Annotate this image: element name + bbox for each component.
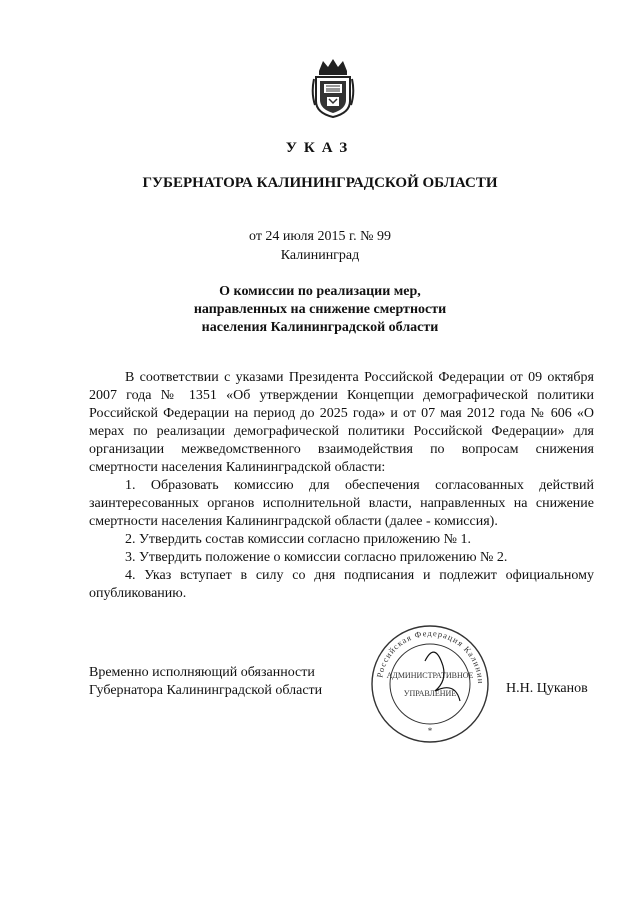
position-line: Временно исполняющий обязанности [89,665,315,680]
date-and-number: от 24 июля 2015 г. № 99 [249,229,391,244]
signatory-name: Н.Н. Цуканов [506,681,588,696]
document-title: УКАЗ [285,140,355,156]
preamble-paragraph: В соответствии с указами Президента Российской Федерации от 09 октября 2007 года № 1351 «Об утверждении Концепции демографической политики Российской Федерации на период до 2025 года» и от 07 мая 2012 года № 606 «О мерах по реализации демографической политики Российской Федерации» для организации межведомственного взаимодействия по вопросам снижения смертности населения Калининградской области: [89,370,594,475]
coat-of-arms-emblem [311,57,355,124]
city: Калининград [280,248,360,263]
position-line: Губернатора Калининградской области [89,683,323,698]
decree-body [89,369,594,603]
heading-line: населения Калининградской области [201,320,439,335]
stamp-center-line: УПРАВЛЕНИЕ [403,689,457,698]
heading-line: направленных на снижение смертности [193,302,447,317]
decree-item: 3. Утвердить положение о комиссии согласно приложению № 2. [125,550,508,565]
stamp-center-line: АДМИНИСТРАТИВНОЕ [386,671,474,680]
stamp-star-icon: * [427,726,433,736]
heading-line: О комиссии по реализации мер, [219,284,421,299]
decree-item: 1. Образовать комиссию для обеспечения согласованных действий заинтересованных органов исполнительной власти, направленных на снижение смертности населения Калининградской области (далее - комиссия). [89,478,594,529]
decree-item: 2. Утвердить состав комиссии согласно приложению № 1. [125,532,471,547]
official-stamp [365,621,495,752]
decree-heading [0,283,640,337]
stamp-ring-text: Российская Федерация Калинин [374,627,487,685]
kaliningrad-coat-of-arms-icon [311,57,355,119]
decree-item: 4. Указ вступает в силу со дня подписания и подлежит официальному опубликованию. [89,568,594,601]
document-subtitle: ГУБЕРНАТОРА КАЛИНИНГРАДСКОЙ ОБЛАСТИ [142,175,498,191]
signatory-position [89,664,322,700]
